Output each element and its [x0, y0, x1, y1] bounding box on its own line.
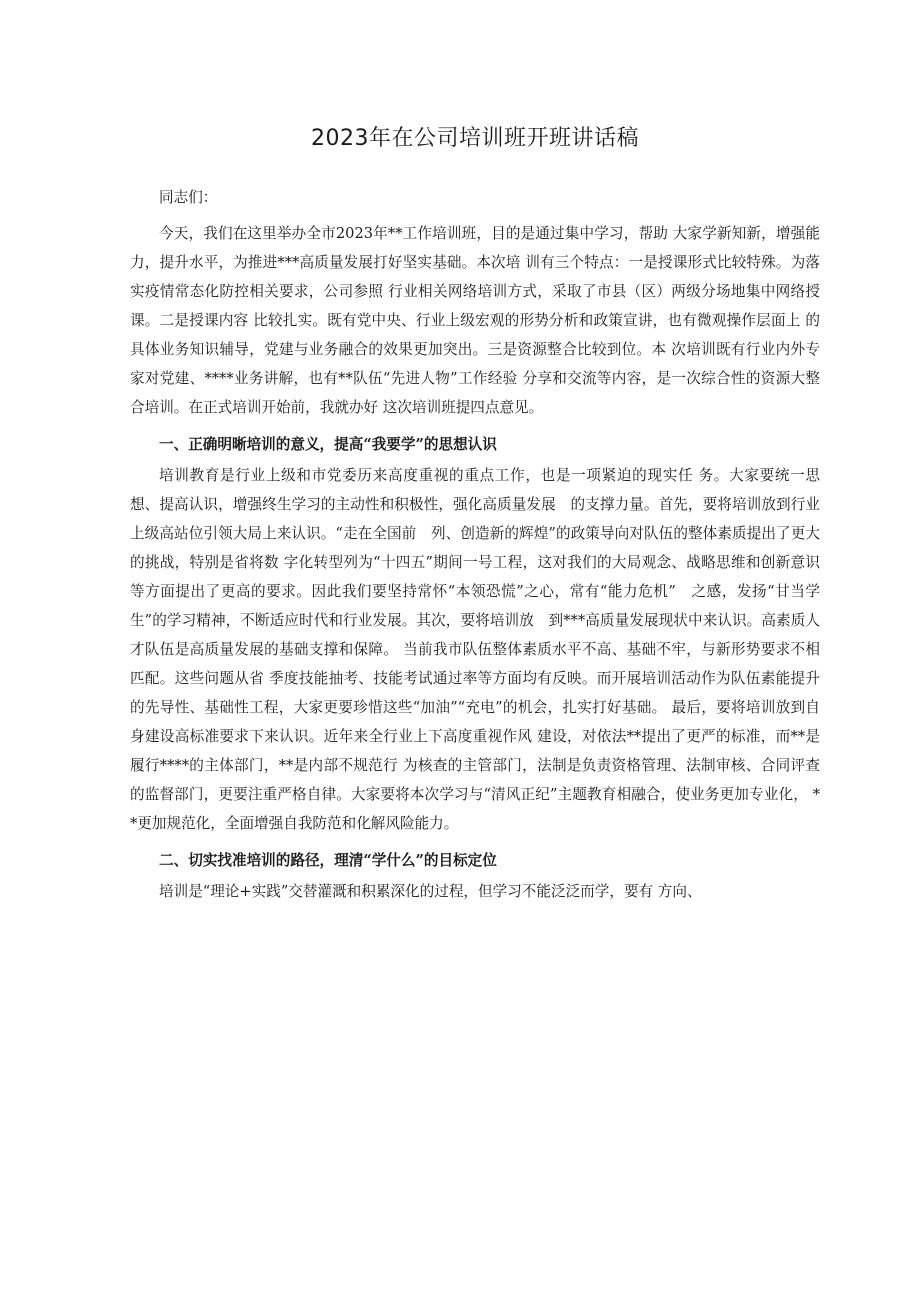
greeting: 同志们：	[159, 189, 218, 206]
section-heading-1: 一、正确明晰培训的意义，提高“我要学”的思想认识	[159, 436, 497, 453]
intro-paragraph: 今天，我们在这里举办全市2023年**工作培训班，目的是通过集中学习，帮助 大家学新知新，增强能力，提升水平，为推进***高质量发展打好坚实基础。本次培 训有三个特点：一是授课形式比较特殊。为落实疫情常态化防控相关要求，公司参照 行业相关网络培训方式，采取了市县（区）两级分场地集中网络授课。二是授课内容 比较扎实。既有党中央、行业上级宏观的形势分析和政策宣讲，也有微观操作层面上 的具体业务知识辅导，党建与业务融合的效果更加突出。三是资源整合比较到位。本 次培训既有行业内外专家对党建、****业务讲解，也有**队伍“先进人物”工作经验 分享和交流等内容，是一次综合性的资源大整合培训。在正式培训开始前，我就办好 这次培训班提四点意见。	[130, 225, 820, 416]
section-heading-2: 二、切实找准培训的路径，理清“学什么”的目标定位	[159, 852, 497, 869]
section-2-paragraph: 培训是“理论+实践”交替灌溉和积累深化的过程，但学习不能泛泛而学，要有 方向、	[159, 883, 702, 900]
section-1-paragraph: 培训教育是行业上级和市党委历来高度重视的重点工作，也是一项紧迫的现实任 务。大家要统一思想、提高认识，增强终生学习的主动性和积极性，强化高质量发展 的支撑力量。首先，要将培训放到行业上级高站位引领大局上来认识。“走在全国前 列、创造新的辉煌”的政策导向对队伍的整体素质提出了更大的挑战，特别是省将数 字化转型列为“十四五”期间一号工程，这对我们的大局观念、战略思维和创新意识 等方面提出了更高的要求。因此我们要坚持常怀“本领恐慌”之心，常有“能力危机” 之感，发扬“甘当学生”的学习精神，不断适应时代和行业发展。其次，要将培训放 到***高质量发展现状中来认识。高素质人才队伍是高质量发展的基础支撑和保障。 当前我市队伍整体素质水平不高、基础不牢，与新形势要求不相匹配。这些问题从省 季度技能抽考、技能考试通过率等方面均有反映。而开展培训活动作为队伍素能提升 的先导性、基础性工程，大家更要珍惜这些“加油”“充电”的机会，扎实打好基础。 最后，要将培训放到自身建设高标准要求下来认识。近年来全行业上下高度重视作风 建设，对依法**提出了更严的标准，而**是履行****的主体部门，**是内部不规范行 为核查的主管部门，法制是负责资格管理、法制审核、合同评查的监督部门，更要注重严格自律。大家要将本次学习与“清风正纪”主题教育相融合，使业务更加专业化， **更加规范化，全面增强自我防范和化解风险能力。	[130, 467, 820, 832]
document-title: 2023年在公司培训班开班讲话稿	[311, 126, 639, 151]
document-body	[130, 183, 820, 906]
